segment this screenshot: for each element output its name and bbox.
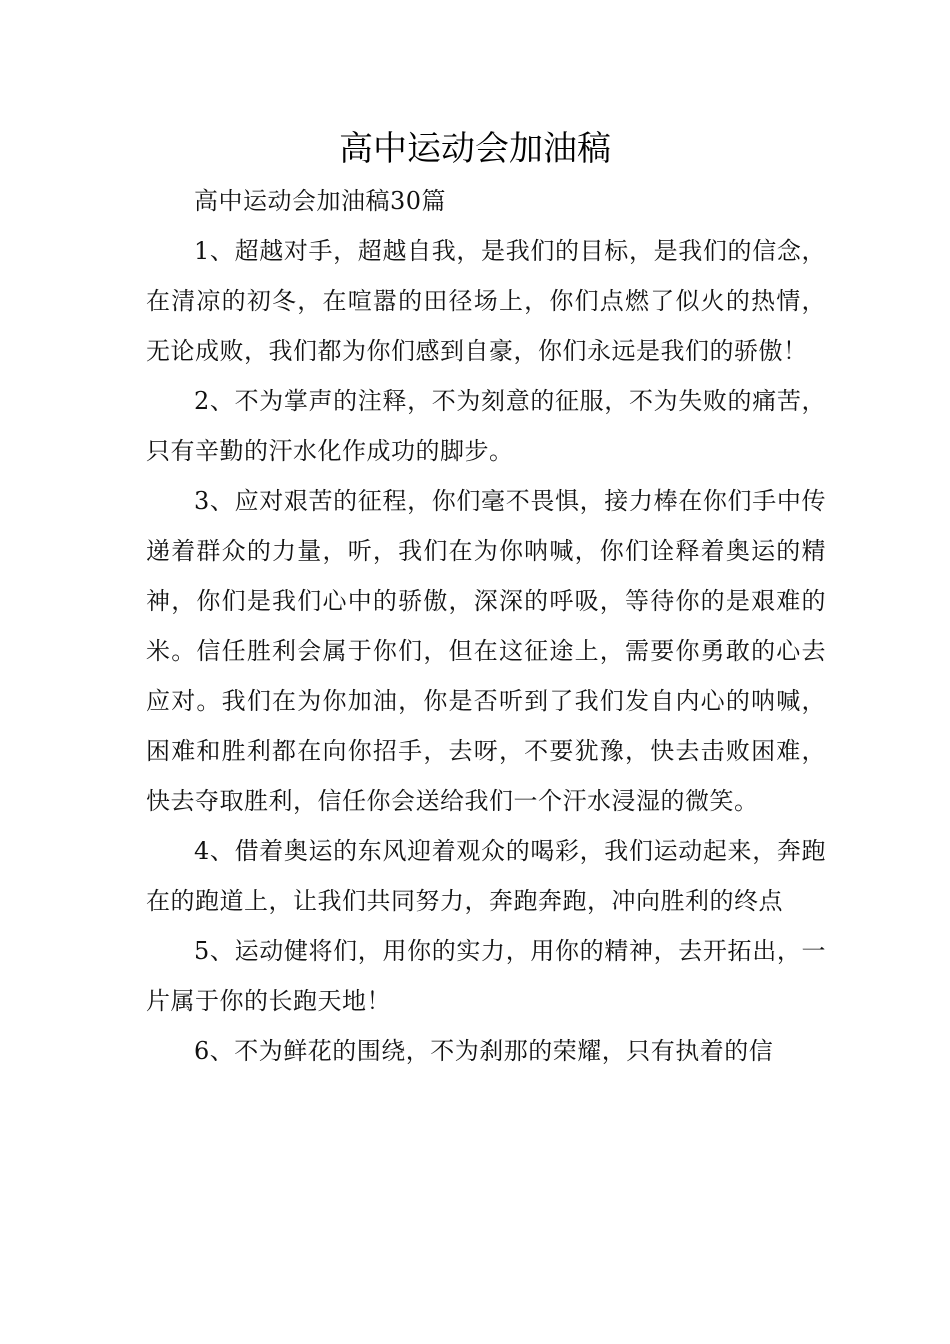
paragraph-4: 4、借着奥运的东风迎着观众的喝彩，我们运动起来，奔跑在的跑道上，让我们共同努力，奔跑奔跑，冲向胜利的终点 bbox=[146, 837, 826, 915]
subtitle-paragraph: 高中运动会加油稿30篇 bbox=[194, 187, 447, 215]
document-body bbox=[146, 176, 826, 1076]
paragraph-6: 6、不为鲜花的围绕，不为刹那的荣耀，只有执着的信 bbox=[194, 1037, 774, 1065]
paragraph-5: 5、运动健将们，用你的实力，用你的精神，去开拓出，一片属于你的长跑天地！ bbox=[146, 937, 826, 1015]
paragraph-3: 3、应对艰苦的征程，你们毫不畏惧，接力棒在你们手中传递着群众的力量，听，我们在为你呐喊，你们诠释着奥运的精神，你们是我们心中的骄傲，深深的呼吸，等待你的是艰难的米。信任胜利会属于你们，但在这征途上，需要你勇敢的心去应对。我们在为你加油，你是否听到了我们发自内心的呐喊，困难和胜利都在向你招手，去呀，不要犹豫，快去击败困难，快去夺取胜利，信任你会送给我们一个汗水浸湿的微笑。 bbox=[146, 487, 826, 815]
paragraph-2: 2、不为掌声的注释，不为刻意的征服，不为失败的痛苦，只有辛勤的汗水化作成功的脚步。 bbox=[146, 387, 826, 465]
paragraph-1: 1、超越对手，超越自我，是我们的目标，是我们的信念，在清凉的初冬，在喧嚣的田径场上，你们点燃了似火的热情，无论成败，我们都为你们感到自豪，你们永远是我们的骄傲！ bbox=[146, 237, 826, 365]
document-title: 高中运动会加油稿 bbox=[339, 129, 611, 169]
